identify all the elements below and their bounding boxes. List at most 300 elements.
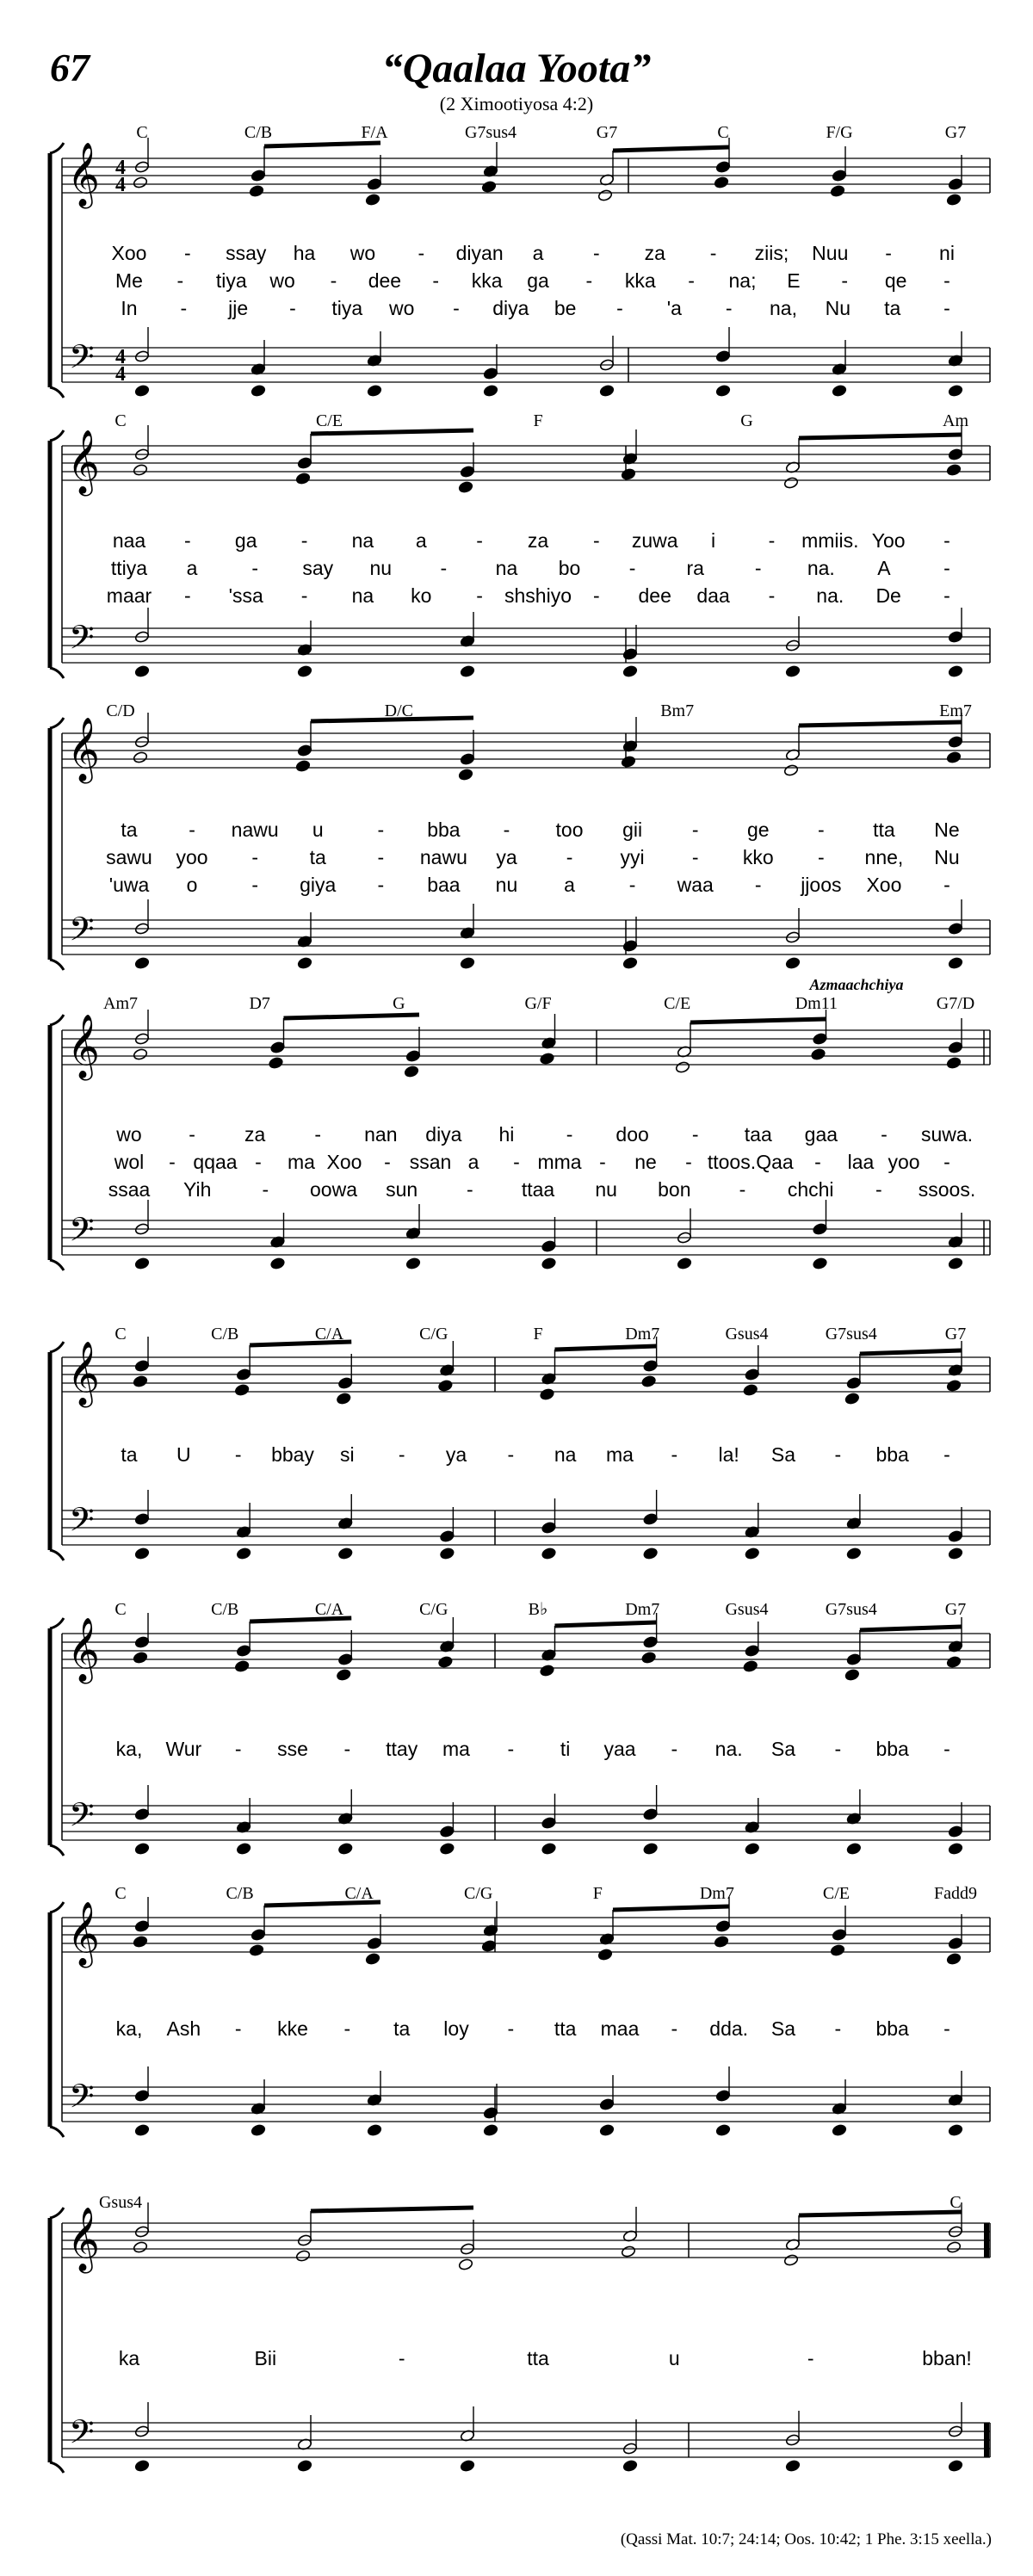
beam [860, 1627, 962, 1630]
chord-symbol: C/G [419, 1600, 448, 1619]
lyric-syllable: nu [495, 874, 518, 896]
lyric-hyphen: - [691, 1123, 699, 1146]
hymn-title: “Qaalaa Yoota” [381, 46, 652, 91]
bass-clef-icon: 𝄢 [69, 910, 95, 956]
treble-note [621, 2246, 636, 2258]
lyric-syllable: dda. [709, 2017, 749, 2040]
lyric-syllable: De [875, 584, 901, 607]
chord-symbol: Em7 [939, 701, 972, 720]
lyric-syllable: ge [746, 819, 770, 841]
chord-symbol: G/F [524, 994, 552, 1013]
lyric-syllable: nawu [231, 819, 279, 841]
bass-note [677, 1257, 692, 1270]
lyric-syllable: u [668, 2347, 680, 2369]
lyric-hyphen: - [251, 846, 258, 868]
bass-staff [62, 628, 990, 663]
lyric-hyphen: - [807, 2347, 814, 2369]
treble-note [336, 1393, 351, 1405]
lyric-syllable: mmiis. [801, 529, 859, 552]
lyric-hyphen: - [834, 2017, 842, 2040]
chord-symbol: C/E [315, 411, 343, 430]
lyric-syllable: jje [228, 297, 249, 319]
lyric-syllable: bban! [922, 2347, 972, 2369]
lyric-syllable: chchi [787, 1178, 834, 1201]
bass-note [785, 957, 801, 970]
lyric-hyphen: - [251, 874, 258, 896]
time-signature: 4 [115, 157, 126, 179]
lyric-hyphen: - [418, 242, 425, 264]
lyric-syllable: na [351, 584, 374, 607]
lyric-hyphen: - [262, 1178, 269, 1201]
treble-note [133, 1652, 148, 1665]
hymn-number: 67 [50, 46, 90, 90]
treble-note [295, 473, 311, 485]
lyric-syllable: yoo [888, 1151, 920, 1173]
lyric-hyphen: - [616, 297, 623, 319]
lyric-syllable: Yoo [871, 529, 906, 552]
bass-staff [62, 920, 990, 954]
lyric-syllable: ka, [115, 2017, 143, 2040]
lyric-hyphen: - [885, 242, 892, 264]
lyric-syllable: Sa [770, 1738, 796, 1760]
lyric-hyphen: - [343, 2017, 351, 2040]
lyric-hyphen: - [841, 269, 849, 292]
lyric-hyphen: - [691, 819, 699, 841]
bass-note [483, 385, 498, 398]
bass-note [948, 2124, 963, 2137]
bass-note [367, 2124, 382, 2137]
lyric-syllable: ma [288, 1151, 315, 1173]
lyric-syllable: na. [807, 557, 835, 579]
lyric-syllable: ziis; [754, 242, 789, 264]
lyric-syllable: jjoos [801, 874, 842, 896]
chord-symbol: G7 [944, 123, 967, 142]
lyric-syllable: sse [277, 1738, 308, 1760]
lyric-hyphen: - [818, 846, 825, 868]
lyric-syllable: na [495, 557, 518, 579]
lyric-hyphen: - [184, 242, 191, 264]
lyric-syllable: ssay [226, 242, 267, 264]
lyric-syllable: ko [411, 584, 432, 607]
music-system [50, 713, 990, 970]
lyric-syllable: Me [115, 269, 143, 292]
chord-symbol: Am [943, 411, 968, 430]
lyric-syllable: a [467, 1151, 479, 1173]
treble-note [946, 464, 962, 477]
lyric-syllable: ha [293, 242, 316, 264]
treble-clef-icon: 𝄞 [67, 1015, 100, 1078]
lyric-hyphen: - [189, 1123, 195, 1146]
bass-note [745, 1843, 760, 1856]
lyric-hyphen: - [180, 297, 188, 319]
lyric-hyphen: - [593, 584, 600, 607]
lyric-syllable: too [555, 819, 584, 841]
chord-symbol: G [393, 994, 405, 1013]
lyric-syllable: nan [364, 1123, 398, 1146]
treble-clef-icon: 𝄞 [67, 1902, 100, 1966]
treble-note [249, 1944, 264, 1957]
treble-note [783, 764, 799, 777]
bass-note [405, 1257, 421, 1270]
chord-symbol: C [114, 411, 127, 430]
lyric-syllable: suwa. [920, 1123, 974, 1146]
lyric-hyphen: - [234, 1738, 242, 1760]
treble-staff [62, 2223, 990, 2258]
bass-note [236, 1843, 251, 1856]
lyric-syllable: ta [121, 819, 138, 841]
treble-note [133, 176, 148, 189]
chord-symbol: C [114, 1884, 127, 1903]
treble-note [458, 769, 473, 781]
bass-note [622, 2460, 638, 2473]
lyric-hyphen: - [943, 1443, 950, 1466]
lyric-hyphen: - [671, 1738, 678, 1760]
chord-symbol: G7sus4 [825, 1600, 877, 1619]
treble-staff [62, 158, 990, 193]
bass-staff [62, 2087, 990, 2122]
beam [799, 435, 962, 438]
lyric-syllable: A [877, 557, 891, 579]
lyric-hyphen: - [834, 1443, 842, 1466]
bass-note [715, 385, 731, 398]
chord-symbol: C/B [244, 123, 273, 142]
lyric-syllable: gaa [804, 1123, 838, 1146]
bass-note [948, 1547, 963, 1560]
lyric-syllable: Xoo [866, 874, 902, 896]
chord-symbol: C/A [314, 1325, 344, 1344]
treble-note [844, 1669, 860, 1682]
chord-symbol: C/A [344, 1884, 374, 1903]
lyric-syllable: qqaa [193, 1151, 238, 1173]
lyric-syllable: Sa [770, 2017, 796, 2040]
treble-note [621, 756, 636, 769]
lyric-syllable: ttay [386, 1738, 418, 1760]
lyric-syllable: laa [847, 1151, 875, 1173]
bass-note [948, 2460, 963, 2473]
beam [860, 1350, 962, 1354]
lyric-syllable: bba [875, 1443, 909, 1466]
treble-note [295, 2250, 311, 2263]
lyric-syllable: maar [106, 584, 152, 607]
lyric-syllable: a [186, 557, 198, 579]
treble-staff [62, 1918, 990, 1952]
lyric-hyphen: - [377, 846, 385, 868]
treble-note [783, 477, 799, 490]
bass-clef-icon: 𝄢 [69, 1210, 95, 1257]
lyric-hyphen: - [725, 297, 733, 319]
chord-symbol: Dm7 [625, 1600, 660, 1619]
lyric-syllable: yaa [603, 1738, 636, 1760]
lyric-syllable: bo [558, 557, 581, 579]
lyric-hyphen: - [398, 1443, 405, 1466]
bass-note [948, 1843, 963, 1856]
treble-note [249, 185, 264, 198]
lyric-syllable: ttoos. [707, 1151, 757, 1173]
treble-staff [62, 446, 990, 480]
bass-note [832, 2124, 847, 2137]
lyric-hyphen: - [943, 269, 950, 292]
chord-symbol: D7 [249, 994, 270, 1013]
lyric-syllable: shshiyo [504, 584, 572, 607]
tempo-mark: Azmaachchiya [809, 976, 904, 993]
chord-symbol: C/E [822, 1884, 850, 1903]
lyric-hyphen: - [234, 2017, 242, 2040]
treble-note [641, 1375, 657, 1388]
beam [690, 1019, 826, 1022]
treble-note [946, 2241, 962, 2254]
lyric-hyphen: - [691, 846, 699, 868]
treble-clef-icon: 𝄞 [67, 1342, 100, 1405]
treble-note [133, 2241, 148, 2254]
lyric-syllable: ne [634, 1151, 657, 1173]
lyric-syllable: 'uwa [108, 874, 150, 896]
chord-symbol: Fadd9 [934, 1884, 977, 1903]
bass-note [599, 2124, 615, 2137]
treble-note [844, 1393, 860, 1405]
lyric-syllable: giya [300, 874, 337, 896]
lyric-syllable: gii [622, 819, 643, 841]
lyric-hyphen: - [184, 584, 191, 607]
lyric-syllable: nu [595, 1178, 617, 1201]
lyric-syllable: tiya [215, 269, 247, 292]
bass-note [367, 385, 382, 398]
lyric-hyphen: - [453, 297, 460, 319]
lyric-syllable: ma [442, 1738, 470, 1760]
lyric-hyphen: - [754, 557, 762, 579]
beam [613, 147, 729, 151]
chord-symbol: D/C [384, 701, 414, 720]
lyric-syllable: bon [658, 1178, 691, 1201]
lyric-hyphen: - [881, 1123, 888, 1146]
lyric-hyphen: - [377, 819, 385, 841]
treble-staff [62, 733, 990, 768]
lyric-syllable: be [554, 297, 577, 319]
treble-note [946, 751, 962, 764]
treble-note [438, 1380, 454, 1393]
lyric-syllable: Nu [934, 846, 960, 868]
lyric-syllable: na. [714, 1738, 743, 1760]
chord-symbol: G7 [596, 123, 618, 142]
bass-note [846, 1843, 862, 1856]
lyric-syllable: ssan [409, 1151, 452, 1173]
music-system [50, 1613, 990, 1856]
lyric-hyphen: - [255, 1151, 262, 1173]
lyric-syllable: nu [369, 557, 393, 579]
chord-symbol: C/E [664, 994, 691, 1013]
bass-note [622, 957, 638, 970]
bass-note [236, 1547, 251, 1560]
lyric-syllable: Nu [825, 297, 851, 319]
lyric-syllable: na [351, 529, 374, 552]
treble-note [641, 1652, 657, 1665]
treble-note [458, 481, 473, 494]
lyric-syllable: daa [696, 584, 730, 607]
chord-symbol: C/G [419, 1325, 448, 1344]
music-system [50, 1337, 990, 1560]
chord-symbol: F [592, 1884, 603, 1903]
bass-note [297, 665, 312, 678]
lyric-syllable: a [532, 242, 544, 264]
bass-note [337, 1843, 353, 1856]
beam [311, 2208, 473, 2211]
lyric-syllable: ttaa [521, 1178, 555, 1201]
treble-clef-icon: 𝄞 [67, 2208, 100, 2271]
bass-clef-icon: 𝄢 [69, 2077, 95, 2123]
lyric-hyphen: - [398, 2347, 405, 2369]
treble-note [540, 1388, 555, 1401]
bass-staff [62, 1806, 990, 1840]
lyric-hyphen: - [251, 557, 258, 579]
treble-note [336, 1669, 351, 1682]
treble-note [295, 760, 311, 773]
lyric-hyphen: - [593, 242, 600, 264]
bass-note [440, 1843, 455, 1856]
lyric-hyphen: - [289, 297, 296, 319]
lyric-hyphen: - [466, 1178, 473, 1201]
lyric-syllable: ssoos. [918, 1178, 976, 1201]
treble-note [481, 181, 497, 194]
chord-symbol: Gsus4 [725, 1600, 769, 1619]
chord-symbol: C/G [464, 1884, 493, 1903]
bass-note [541, 1843, 557, 1856]
lyric-hyphen: - [943, 1151, 950, 1173]
treble-note [597, 1949, 613, 1961]
bass-note [948, 665, 963, 678]
lyric-syllable: ta [884, 297, 901, 319]
lyric-hyphen: - [834, 1738, 842, 1760]
treble-note [811, 1048, 826, 1061]
lyric-syllable: Yih [182, 1178, 212, 1201]
bass-note [541, 1257, 557, 1270]
lyric-hyphen: - [300, 584, 308, 607]
bass-note [134, 1843, 150, 1856]
bass-note [715, 2124, 731, 2137]
lyric-hyphen: - [377, 874, 385, 896]
chord-symbol: Dm11 [795, 994, 838, 1013]
bass-clef-icon: 𝄢 [69, 337, 95, 384]
bass-note [270, 1257, 286, 1270]
lyric-hyphen: - [507, 2017, 515, 2040]
treble-clef-icon: 𝄞 [67, 718, 100, 781]
scripture-reference: (2 Ximootiyosa 4:2) [439, 93, 594, 114]
lyric-syllable: Ash [166, 2017, 201, 2040]
lyric-syllable: tta [873, 819, 895, 841]
lyric-syllable: a [564, 874, 575, 896]
bass-note [948, 957, 963, 970]
lyric-syllable: 'a [666, 297, 682, 319]
bass-note [785, 2460, 801, 2473]
lyric-syllable: wo [349, 242, 376, 264]
treble-note [133, 464, 148, 477]
lyric-syllable: kko [742, 846, 774, 868]
chord-symbol: G7 [944, 1325, 967, 1344]
lyric-hyphen: - [671, 2017, 678, 2040]
chord-symbol: C [949, 2193, 962, 2212]
treble-note [783, 2254, 799, 2267]
lyric-syllable: na. [816, 584, 844, 607]
treble-note [830, 185, 845, 198]
lyric-syllable: mma [537, 1151, 582, 1173]
chord-symbol: C [114, 1325, 127, 1344]
lyric-syllable: ta [309, 846, 326, 868]
bass-note [832, 385, 847, 398]
lyric-syllable: ni [939, 242, 955, 264]
lyric-syllable: kka [624, 269, 656, 292]
treble-note [714, 1936, 729, 1949]
chord-symbol: G [740, 411, 753, 430]
chord-symbol: C/B [226, 1884, 254, 1903]
bass-note [745, 1547, 760, 1560]
beam [555, 1346, 657, 1350]
lyric-hyphen: - [169, 1151, 176, 1173]
treble-note [438, 1656, 454, 1669]
lyric-syllable: za [644, 242, 665, 264]
chord-symbol: Dm7 [699, 1884, 734, 1903]
lyric-syllable: nawu [419, 846, 467, 868]
lyric-syllable: ya [496, 846, 517, 868]
lyric-hyphen: - [503, 819, 510, 841]
bass-note [134, 1257, 150, 1270]
treble-note [743, 1660, 758, 1673]
chord-symbol: C [114, 1600, 127, 1619]
lyric-syllable: Wur [165, 1738, 202, 1760]
lyric-syllable: tta [527, 2347, 549, 2369]
chord-symbol: G7sus4 [825, 1325, 877, 1344]
lyric-hyphen: - [184, 529, 191, 552]
chord-symbol: Gsus4 [98, 2193, 143, 2212]
lyric-syllable: Xoo [326, 1151, 362, 1173]
treble-note [133, 1048, 148, 1061]
treble-note [481, 1940, 497, 1953]
lyric-syllable: za [244, 1123, 266, 1146]
treble-note [269, 1057, 284, 1070]
treble-note [133, 751, 148, 764]
chord-symbol: Bm7 [660, 701, 695, 720]
bass-staff [62, 1220, 990, 1255]
lyric-hyphen: - [566, 846, 573, 868]
lyric-syllable: wo [388, 297, 415, 319]
lyric-syllable: oowa [310, 1178, 357, 1201]
treble-note [946, 1380, 962, 1393]
lyric-syllable: ya [445, 1443, 467, 1466]
lyric-syllable: bba [875, 2017, 909, 2040]
lyric-syllable: say [302, 557, 334, 579]
lyric-hyphen: - [432, 269, 440, 292]
lyric-syllable: tta [554, 2017, 577, 2040]
lyric-hyphen: - [943, 557, 950, 579]
bass-note [460, 665, 475, 678]
lyric-hyphen: - [343, 1738, 351, 1760]
lyric-syllable: za [527, 529, 549, 552]
lyric-syllable: Bii [254, 2347, 277, 2369]
lyric-hyphen: - [943, 529, 950, 552]
bass-note [599, 385, 615, 398]
lyric-syllable: ta [393, 2017, 411, 2040]
treble-note [946, 1057, 962, 1070]
lyric-hyphen: - [176, 269, 184, 292]
scripture-footer: (Qassi Mat. 10:7; 24:14; Oos. 10:42; 1 Phe. 3:15 xeella.) [620, 2530, 992, 2548]
lyric-syllable: U [176, 1443, 191, 1466]
lyric-hyphen: - [189, 819, 195, 841]
lyric-hyphen: - [628, 557, 636, 579]
lyric-syllable: ma [606, 1443, 634, 1466]
lyric-syllable: a [415, 529, 427, 552]
bass-note [297, 957, 312, 970]
treble-note [133, 1936, 148, 1949]
bass-clef-icon: 𝄢 [69, 2412, 95, 2459]
lyric-hyphen: - [566, 1123, 573, 1146]
time-signature: 4 [115, 346, 126, 368]
